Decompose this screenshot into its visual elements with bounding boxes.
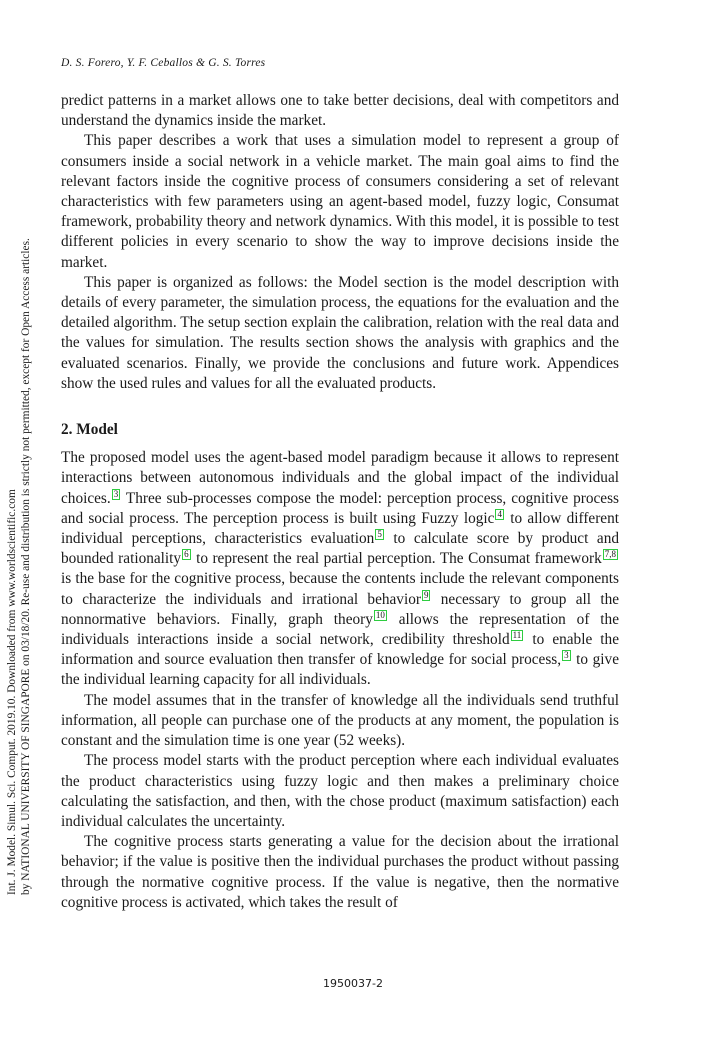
running-header: D. S. Forero, Y. F. Ceballos & G. S. Torres (61, 57, 266, 69)
text-span: allows the representation of the individuals interactions inside a social network, credibility threshold (61, 610, 619, 649)
text-span: to represent the real partial perception. The Consumat framework (191, 550, 602, 568)
paragraph: The cognitive process starts generating a value for the decision about the irrational behavior; if the value is positive then the individual purchases the product without passing through the normative cognitive process. If the value is negative, then the normative cognitive process is activated, which takes the result of (61, 833, 619, 911)
text-span: necessary to group all the nonnormative behaviors. Finally, graph theory (61, 590, 620, 628)
text-span: The proposed model uses the agent-based model paradigm because it allows to represent interactions between autonomous individuals and the global impact of the individual choices. (61, 449, 619, 507)
paragraph: The process model starts with the product perception where each individual evaluates the product characteristics using fuzzy logic and then makes a preliminary choice calculating the satisfaction, and then, with the chose product (maximum satisfaction) each individual calculates the uncertainty. (61, 752, 619, 830)
paragraph: The model assumes that in the transfer of knowledge all the individuals send truthful information, all people can purchase one of the products at any moment, the population is constant and the simulation time is one year (52 weeks). (61, 691, 619, 750)
paragraph: This paper is organized as follows: the Model section is the model description with details of every parameter, the simulation process, the equations for the evaluation and the detailed algorithm. The setup section explain the calibration, relation with the real data and the values for simulation. The results section shows the analysis with graphics and the evaluated scenarios. Finally, we provide the conclusions and future work. Appendices show the used rules and values for all the evaluated products. (61, 273, 619, 392)
citation-link[interactable]: 3 (113, 488, 119, 499)
citation-link[interactable]: 11 (512, 630, 522, 641)
citation-link[interactable]: 3 (564, 650, 569, 661)
text-span: Three sub-processes compose the model: perception process, cognitive process and social process. The perception process is built using Fuzzy logic (61, 489, 619, 527)
text-span: to allow different individual perceptions, characteristics evaluation (61, 509, 619, 548)
text-span: is the base for the cognitive process, because the contents include the relevant components to characterize the individuals and irrational behavior (61, 570, 619, 608)
text-span: to give the individual learning capacity for all individuals. (61, 651, 619, 689)
sidebar-notice (5, 175, 35, 895)
page-body (61, 91, 619, 913)
citation-link[interactable]: 7,8 (604, 549, 616, 560)
citation-link[interactable]: 6 (184, 549, 189, 560)
paragraph: This paper describes a work that uses a simulation model to represent a group of consumers inside a social network in a vehicle market. The main goal aims to find the relevant factors inside the cognitive process of consumers considering a set of relevant characteristics with few parameters using an agent-based model, fuzzy logic, Consumat framework, probability theory and network dynamics. With this model, it is possible to test different policies in every scenario to show the way to improve decisions inside the market. (61, 132, 619, 271)
page-number: 1950037-2 (323, 977, 383, 990)
text-span: to calculate score by product and bounded rationality (61, 530, 619, 568)
text-span: to enable the information and source evaluation then transfer of knowledge for social process, (61, 631, 619, 669)
paragraph: predict patterns in a market allows one to take better decisions, deal with competitors and understand the dynamics inside the market. (61, 92, 619, 130)
citation-link[interactable]: 10 (375, 609, 385, 620)
citation-link[interactable]: 4 (497, 508, 502, 519)
citation-link[interactable]: 9 (423, 589, 429, 600)
paragraph-with-citations (61, 448, 619, 690)
sidebar-line-2: by NATIONAL UNIVERSITY OF SINGAPORE on 03/18/20. Re-use and distribution is strictly not permitted, except for Open Access articles. (20, 238, 32, 895)
citation-link[interactable]: 5 (377, 529, 382, 540)
section-heading: 2. Model (61, 421, 118, 439)
sidebar-line-1: Int. J. Model. Simul. Sci. Comput. 2019.10. Downloaded from www.worldscientific.com (6, 489, 18, 895)
